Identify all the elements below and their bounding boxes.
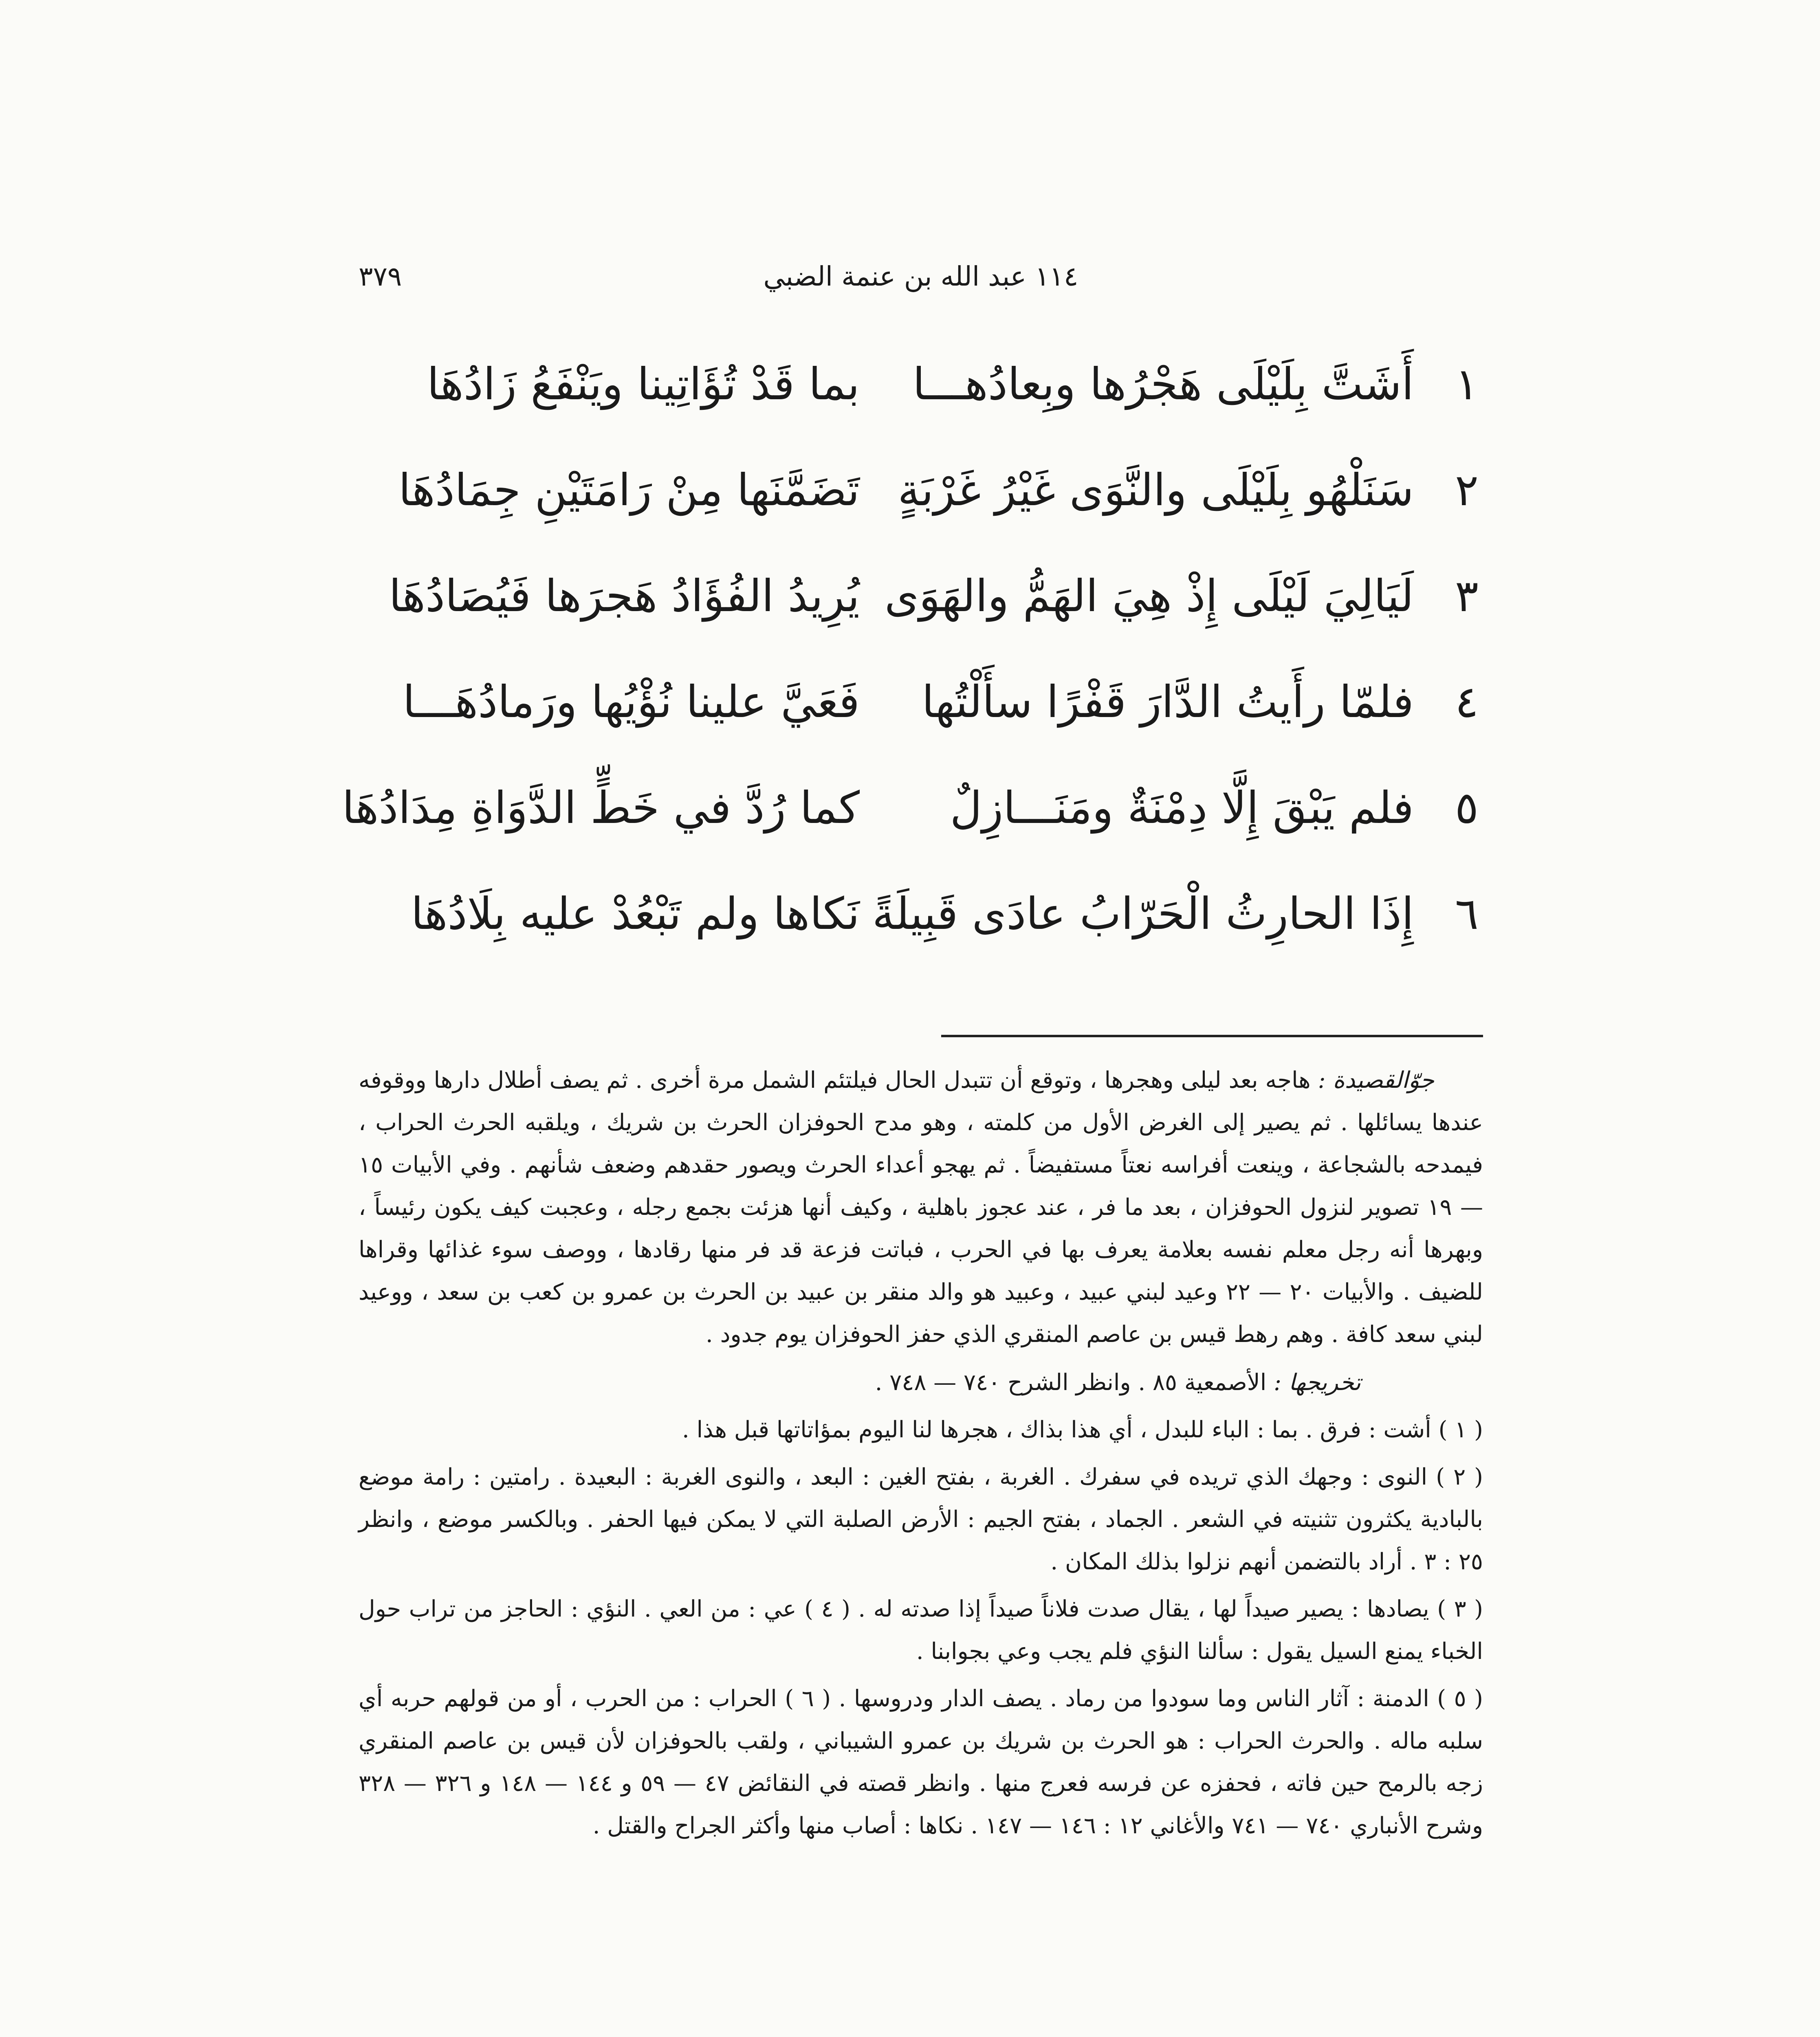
verse bbox=[379, 452, 1491, 558]
verse-first-hemistich: فلمّا رأَيتُ الدَّارَ قَفْرًا سأَلْتُها bbox=[922, 677, 1414, 728]
verse-second-hemistich: تَضَمَّنَها مِنْ رَامَتَيْنِ جِمَادُهَا bbox=[398, 465, 860, 516]
verse-number: ٢ bbox=[1455, 465, 1479, 516]
verse bbox=[379, 664, 1491, 770]
verse-number: ٤ bbox=[1455, 677, 1479, 728]
takhrij-text: الأصمعية ٨٥ . وانظر الشرح ٧٤٠ — ٧٤٨ . bbox=[875, 1369, 1267, 1396]
verse-number: ٥ bbox=[1455, 783, 1479, 834]
takhrij-line bbox=[359, 1362, 1483, 1404]
verse-number: ١ bbox=[1455, 359, 1479, 410]
poem bbox=[342, 346, 1491, 982]
verse-first-hemistich: إِذَا الحارِثُ الْحَرّابُ عادَى قَبِيلَةً bbox=[872, 889, 1414, 939]
verse-second-hemistich: يُرِيدُ الفُؤَادُ هَجرَها فَيُصَادُهَا bbox=[389, 571, 860, 622]
intro-label: جوّالقصيدة : bbox=[1318, 1067, 1434, 1093]
footnote-divider bbox=[941, 1035, 1483, 1037]
page-header bbox=[359, 261, 1483, 306]
verse-second-hemistich: نَكاها ولم تَبْعُدْ عليه بِلَادُهَا bbox=[411, 889, 860, 939]
intro-paragraph bbox=[359, 1059, 1483, 1356]
verse bbox=[379, 876, 1491, 982]
verse-first-hemistich: أَشَتَّ بِلَيْلَى هَجْرُها وبِعادُهـــا bbox=[913, 359, 1414, 410]
gloss-note: ( ٣ ) يصادها : يصير صيداً لها ، يقال صدت فلاناً صيداً إذا صدته له . ( ٤ ) عي : من العي . النؤي : الحاجز من تراب حول الخباء يمنع السيل يقول : سألنا النؤي فلم يجب وعي بجوابنا . bbox=[359, 1596, 1483, 1665]
gloss-note: ( ٢ ) النوى : وجهك الذي تريده في سفرك . الغربة ، بفتح الغين : البعد ، والنوى الغربة : البعيدة . رامتين : رامة موضع بالبادية يكثرون تثنيته في الشعر . الجماد ، بفتح الجيم : الأرض الصلبة التي لا يمكن فيها الحفر . وبالكسر موضع ، وانظر ٢٥ : ٣ . أراد بالتضمن أنهم نزلوا بذلك المكان . bbox=[359, 1464, 1483, 1575]
verse bbox=[379, 346, 1491, 452]
verse-second-hemistich: كما رُدَّ في خَطٍّ الدَّوَاةِ مِدَادُهَا bbox=[342, 783, 860, 834]
verse-first-hemistich: سَنَلْهُو بِلَيْلَى والنَّوَى غَيْرُ غَرْبَةٍ bbox=[898, 465, 1414, 516]
verse-second-hemistich: فَعَيَّ علينا نُؤْيُها ورَمادُهَـــا bbox=[403, 677, 860, 728]
verse-second-hemistich: بما قَدْ تُؤَاتِينا ويَنْفَعُ زَادُهَا bbox=[427, 359, 860, 410]
verse-first-hemistich: لَيَالِيَ لَيْلَى إِذْ هِيَ الهَمُّ والهَوَى bbox=[884, 571, 1414, 622]
gloss-note: ( ١ ) أشت : فرق . بما : الباء للبدل ، أي هذا بذاك ، هجرها لنا اليوم بمؤاتاتها قبل هذا . bbox=[682, 1417, 1483, 1443]
commentary bbox=[359, 1059, 1483, 1847]
takhrij-label: تخريجها : bbox=[1274, 1369, 1361, 1396]
intro-text: هاجه بعد ليلى وهجرها ، وتوقع أن تتبدل الحال فيلتئم الشمل مرة أخرى . ثم يصف أطلال دارها ووقوفه عندها يسائلها . ثم يصير إلى الغرض الأول من كلمته ، وهو مدح الحوفزان الحرث بن شريك ، ويلقبه الحرث الحراب ، فيمدحه بالشجاعة ، وينعت أفراسه نعتاً مستفيضاً . ثم يهجو أعداء الحرث ويصور حقدهم وضعف شأنهم . وفي الأبيات ١٥ — ١٩ تصوير لنزول الحوفزان ، بعد ما فر ، عند عجوز باهلية ، وكيف أنها هزئت بجمع رجله ، وعجبت كيف يكون رئيساً ، وبهرها أنه رجل معلم نفسه بعلامة يعرف بها في الحرب ، فباتت فزعة قد فر منها رقادها ، ووصف سوء غذائها وقراها للضيف . والأبيات ٢٠ — ٢٢ وعيد لبني عبيد ، وعبيد هو والد منقر بن عبيد بن الحرث بن عمرو بن كعب بن سعد ، ووعيد لبني سعد كافة . وهم رهط قيس بن عاصم المنقري الذي حفز الحوفزان يوم جدود . bbox=[359, 1067, 1483, 1348]
verse-first-hemistich: فلم يَبْقَ إِلَّا دِمْنَةٌ ومَنَـــازِلٌ bbox=[950, 783, 1414, 834]
running-title: ١١٤ عبد الله بن عنمة الضبي bbox=[763, 261, 1078, 292]
page-number: ٣٧٩ bbox=[359, 261, 402, 292]
verse-number: ٣ bbox=[1455, 571, 1479, 622]
gloss-note: ( ٥ ) الدمنة : آثار الناس وما سودوا من رماد . يصف الدار ودروسها . ( ٦ ) الحراب : من الحرب ، أو من قولهم حربه أي سلبه ماله . والحرث الحراب : هو الحرث بن شريك بن عمرو الشيباني ، ولقب بالحوفزان لأن قيس بن عاصم المنقري زجه بالرمح حين فاته ، فحفزه عن فرسه فعرج منها . وانظر قصته في النقائض ٤٧ — ٥٩ و ١٤٤ — ١٤٨ و ٣٢٦ — ٣٢٨ وشرح الأنباري ٧٤٠ — ٧٤١ والأغاني ١٢ : ١٤٦ — ١٤٧ . نكاها : أصاب منها وأكثر الجراح والقتل . bbox=[359, 1685, 1483, 1839]
verse-number: ٦ bbox=[1455, 889, 1479, 939]
verse bbox=[342, 770, 1491, 876]
verse bbox=[379, 558, 1491, 664]
